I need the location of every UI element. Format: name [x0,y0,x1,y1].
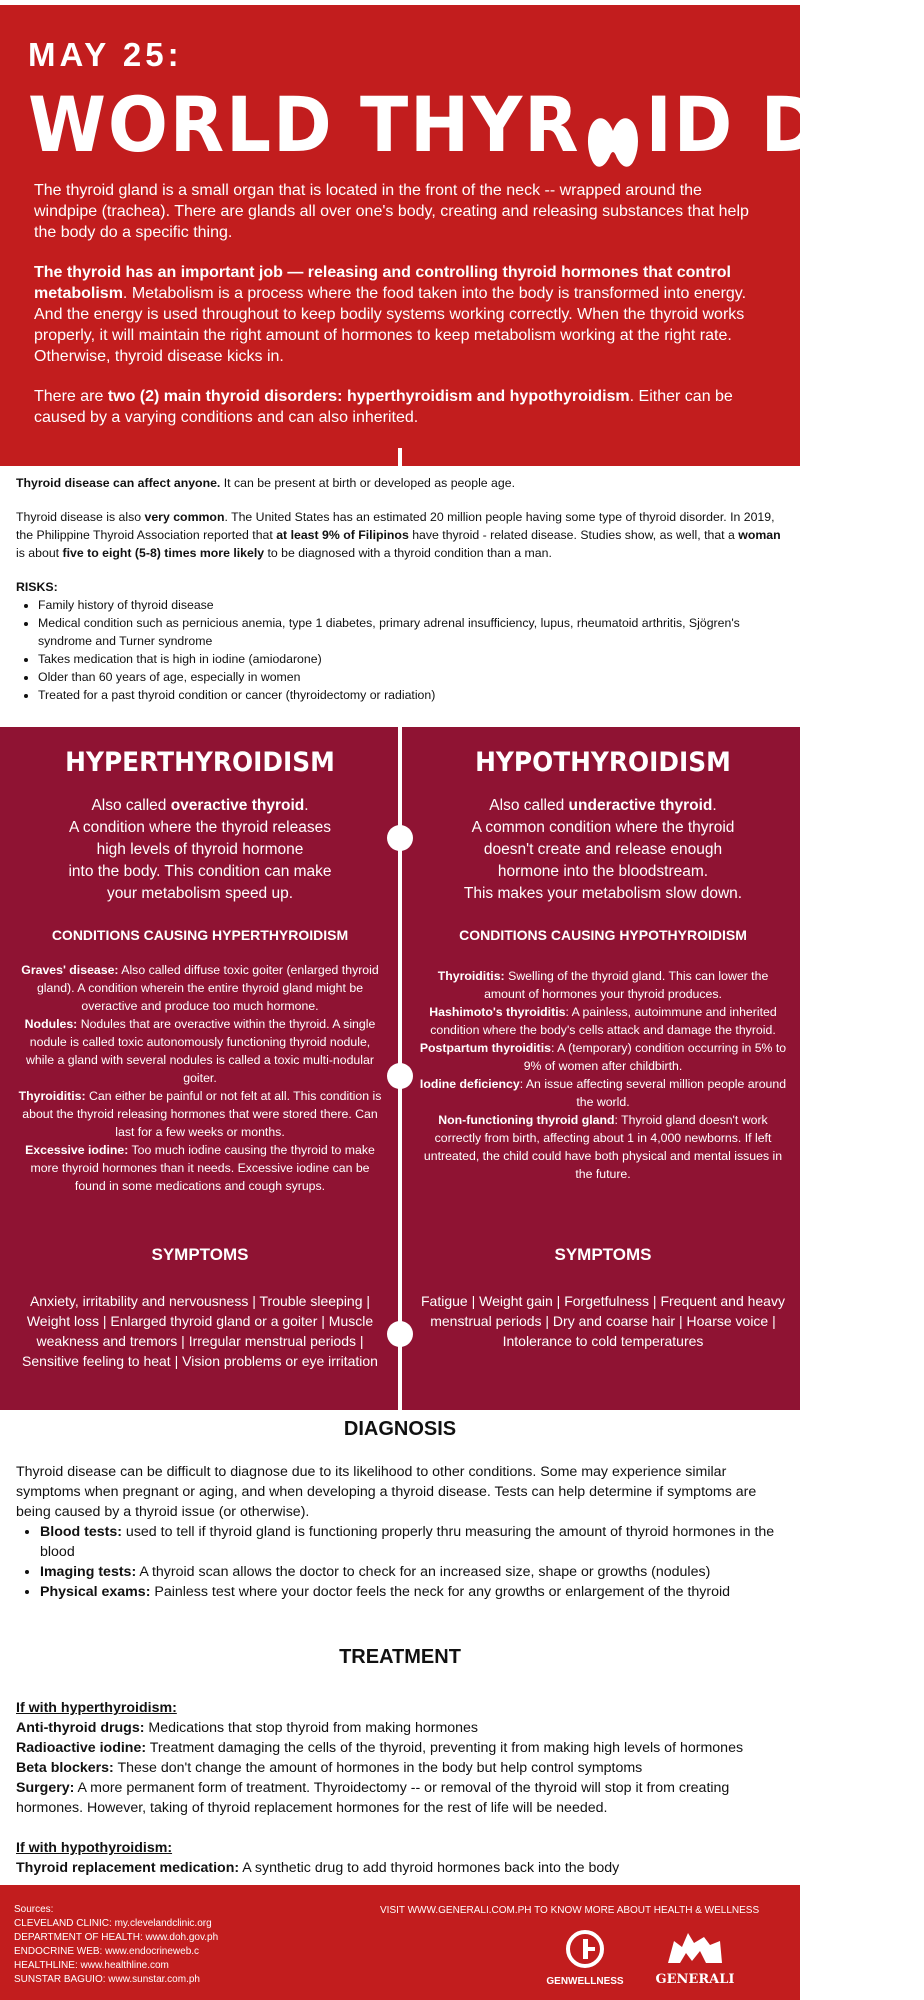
list-item: Postpartum thyroiditis: A (temporary) condition occurring in 5% to 9% of women after childbirth. [419,1041,787,1073]
footer-section [0,1885,800,2000]
intro-paragraph-2: The thyroid has an important job — releasing and controlling thyroid hormones that control metabolism. Metabolism is a process where the food taken into the body is transformed into energy. And the energy is used throughout to keep bodily systems working correctly. When the thyroid works properly, it will maintain the right amount of hormones to keep metabolism working at the right rate. Otherwise, thyroid disease kicks in. [34,264,747,365]
intro-text [34,180,764,447]
list-item: • Blood tests: used to tell if thyroid gland is functioning properly thru measuring the amount of thyroid hormones in the blood [40,1522,786,1562]
title-part-2: ID DAY [645,80,924,169]
event-date: MAY 25: [28,36,183,73]
list-item: • Older than 60 years of age, especially in women [38,668,786,686]
risks-list [16,596,786,704]
list-item: • Physical exams: Painless test where your doctor feels the neck for any growths or enlargement of the thyroid [40,1582,786,1602]
list-item: Nodules: Nodules that are overactive within the thyroid. A single nodule is called toxic autonomously functioning thyroid nodule, while a gland with several nodules is called a toxic multi-nodular goiter. [24,1017,376,1085]
comparison-section [0,727,800,1410]
hyper-conditions [15,961,385,1195]
divider-dot [387,825,413,851]
source-item: DEPARTMENT OF HEALTH: www.doh.gov.ph [14,1932,219,1943]
divider-dot [387,1063,413,1089]
hypo-symptoms-heading: SYMPTOMS [554,1245,652,1264]
info-section [16,474,786,704]
intro-paragraph-3: There are two (2) main thyroid disorders: hyperthyroidism and hypothyroidism. Either can be caused by a varying conditions and can also inherited. [34,388,733,426]
hyper-symptoms-heading: SYMPTOMS [151,1245,249,1264]
list-item: • Treated for a past thyroid condition or cancer (thyroidectomy or radiation) [38,686,786,704]
generali-lion-icon [660,1927,730,1967]
thyroid-gland-icon [580,100,645,160]
treatment-heading: TREATMENT [339,1646,461,1668]
list-item: • Family history of thyroid disease [38,596,786,614]
source-item: SUNSTAR BAGUIO: www.sunstar.com.ph [14,1974,200,1985]
hypo-symptoms: Fatigue | Weight gain | Forgetfulness | Frequent and heavy menstrual periods | Dry and coarse hair | Hoarse voice | Intolerance to cold temperatures [421,1293,785,1349]
list-item: Thyroiditis: Swelling of the thyroid gland. This can lower the amount of hormones your thyroid produces. [437,969,769,1001]
divider-dot [387,1321,413,1347]
list-item: Hashimoto's thyroiditis: A painless, autoimmune and inherited condition where the body's cells attack and damage the thyroid. [429,1005,777,1037]
list-item: • Imaging tests: A thyroid scan allows the doctor to check for an increased size, shape or growths (nodules) [40,1562,786,1582]
treatment-section [16,1698,786,1878]
diagnosis-heading: DIAGNOSIS [343,1418,457,1440]
source-item: CLEVELAND CLINIC: my.clevelandclinic.org [14,1918,212,1929]
visit-link[interactable]: VISIT WWW.GENERALI.COM.PH TO KNOW MORE ABOUT HEALTH & WELLNESS [380,1905,760,1916]
hypo-title: HYPOTHYROIDISM [475,747,731,778]
hypo-conditions-heading: CONDITIONS CAUSING HYPOTHYROIDISM [459,927,747,943]
list-item: Graves' disease: Also called diffuse toxic goiter (enlarged thyroid gland). A condition wherein the entire thyroid gland might be overactive and produce too much hormone. [21,963,379,1013]
risks-heading: RISKS: [16,580,58,594]
sources-heading: Sources: [14,1904,54,1915]
hyper-symptoms: Anxiety, irritability and nervousness | Trouble sleeping | Weight loss | Enlarged thyroid gland or a goiter | Muscle weakness and tremors | Irregular menstrual periods | Sensitive feeling to heat | Vision problems or eye irritation [22,1293,378,1369]
diagnosis-section [16,1462,786,1602]
list-item: • Takes medication that is high in iodine (amiodarone) [38,650,786,668]
list-item: Non-functioning thyroid gland: Thyroid gland doesn't work correctly from birth, affecting about 1 in 4,000 newborns. If left untreated, the child could have both physical and mental issues in the future. [423,1113,783,1181]
list-item: • Medical condition such as pernicious anemia, type 1 diabetes, primary adrenal insufficiency, lupus, rheumatoid arthritis, Sjögren's syndrome and Turner syndrome [38,614,786,650]
genwellness-icon [565,1929,605,1969]
list-item: Beta blockers: These don't change the amount of hormones in the body but help control symptoms [16,1760,643,1776]
list-item: Iodine deficiency: An issue affecting several million people around the world. [419,1077,787,1109]
hyper-conditions-heading: CONDITIONS CAUSING HYPERTHYROIDISM [51,927,349,943]
intro-paragraph-1: The thyroid gland is a small organ that is located in the front of the neck -- wrapped around the windpipe (trachea). There are glands all over one's body, creating and releasing substances that help the body do a specific thing. [34,182,749,241]
hyper-description: Also called overactive thyroid. A condition where the thyroid releases high levels of thyroid hormone into the body. This condition can make your metabolism speed up. [68,797,332,902]
info-paragraph-2: Thyroid disease is also very common. The United States has an estimated 20 million people having some type of thyroid disorder. In 2019, the Philippine Thyroid Association reported that at least 9% of Filipinos have thyroid - related disease. Studies show, as well, that a woman is about five to eight (5-8) times more likely to be diagnosed with a thyroid condition than a man. [16,510,781,560]
diagnosis-list [16,1522,786,1602]
hypo-description: Also called underactive thyroid. A common condition where the thyroid doesn't create and release enough hormone into the bloodstream. This makes your metabolism slow down. [463,797,743,902]
list-item: Excessive iodine: Too much iodine causing the thyroid to make more thyroid hormones than it needs. Excessive iodine can be found in some medications and cough syrups. [25,1143,375,1193]
title-part-1: WORLD THYR [28,80,581,169]
header-section [0,0,924,466]
header-divider-line [398,448,402,466]
info-paragraph-1: Thyroid disease can affect anyone. It can be present at birth or developed as people age. [16,476,515,490]
hyper-title: HYPERTHYROIDISM [65,747,335,778]
list-item: Surgery: A more permanent form of treatment. Thyroidectomy -- or removal of the thyroid will stop it from creating hormones. However, taking of thyroid replacement hormones for the rest of life will be needed. [16,1780,730,1816]
main-title [28,80,924,170]
hypo-treatment-heading: If with hypothyroidism: [16,1840,173,1856]
genwellness-logo: GENWELLNESS [545,1929,625,1987]
list-item: Anti-thyroid drugs: Medications that stop thyroid from making hormones [16,1720,479,1736]
generali-logo: GENERALI [650,1927,740,1987]
list-item: Radioactive iodine: Treatment damaging the cells of the thyroid, preventing it from making high levels of hormones [16,1740,744,1756]
source-item: HEALTHLINE: www.healthline.com [14,1960,169,1971]
source-item: ENDOCRINE WEB: www.endocrineweb.c [14,1946,200,1957]
list-item: Thyroiditis: Can either be painful or not felt at all. This condition is about the thyroid releasing hormones that were stored there. Can last for a few weeks or months. [18,1089,382,1139]
top-divider [0,0,800,5]
diagnosis-intro: Thyroid disease can be difficult to diagnose due to its likelihood to other conditions. Some may experience similar symptoms when pregnant or aging, and when developing a thyroid disease. Tests can help determine if symptoms are being caused by a thyroid issue (or otherwise). [16,1464,757,1520]
list-item: Thyroid replacement medication: A synthetic drug to add thyroid hormones back into the body [16,1860,620,1876]
hypo-conditions [418,967,788,1183]
hyper-treatment-heading: If with hyperthyroidism: [16,1700,177,1716]
sources-list [14,1903,218,1987]
